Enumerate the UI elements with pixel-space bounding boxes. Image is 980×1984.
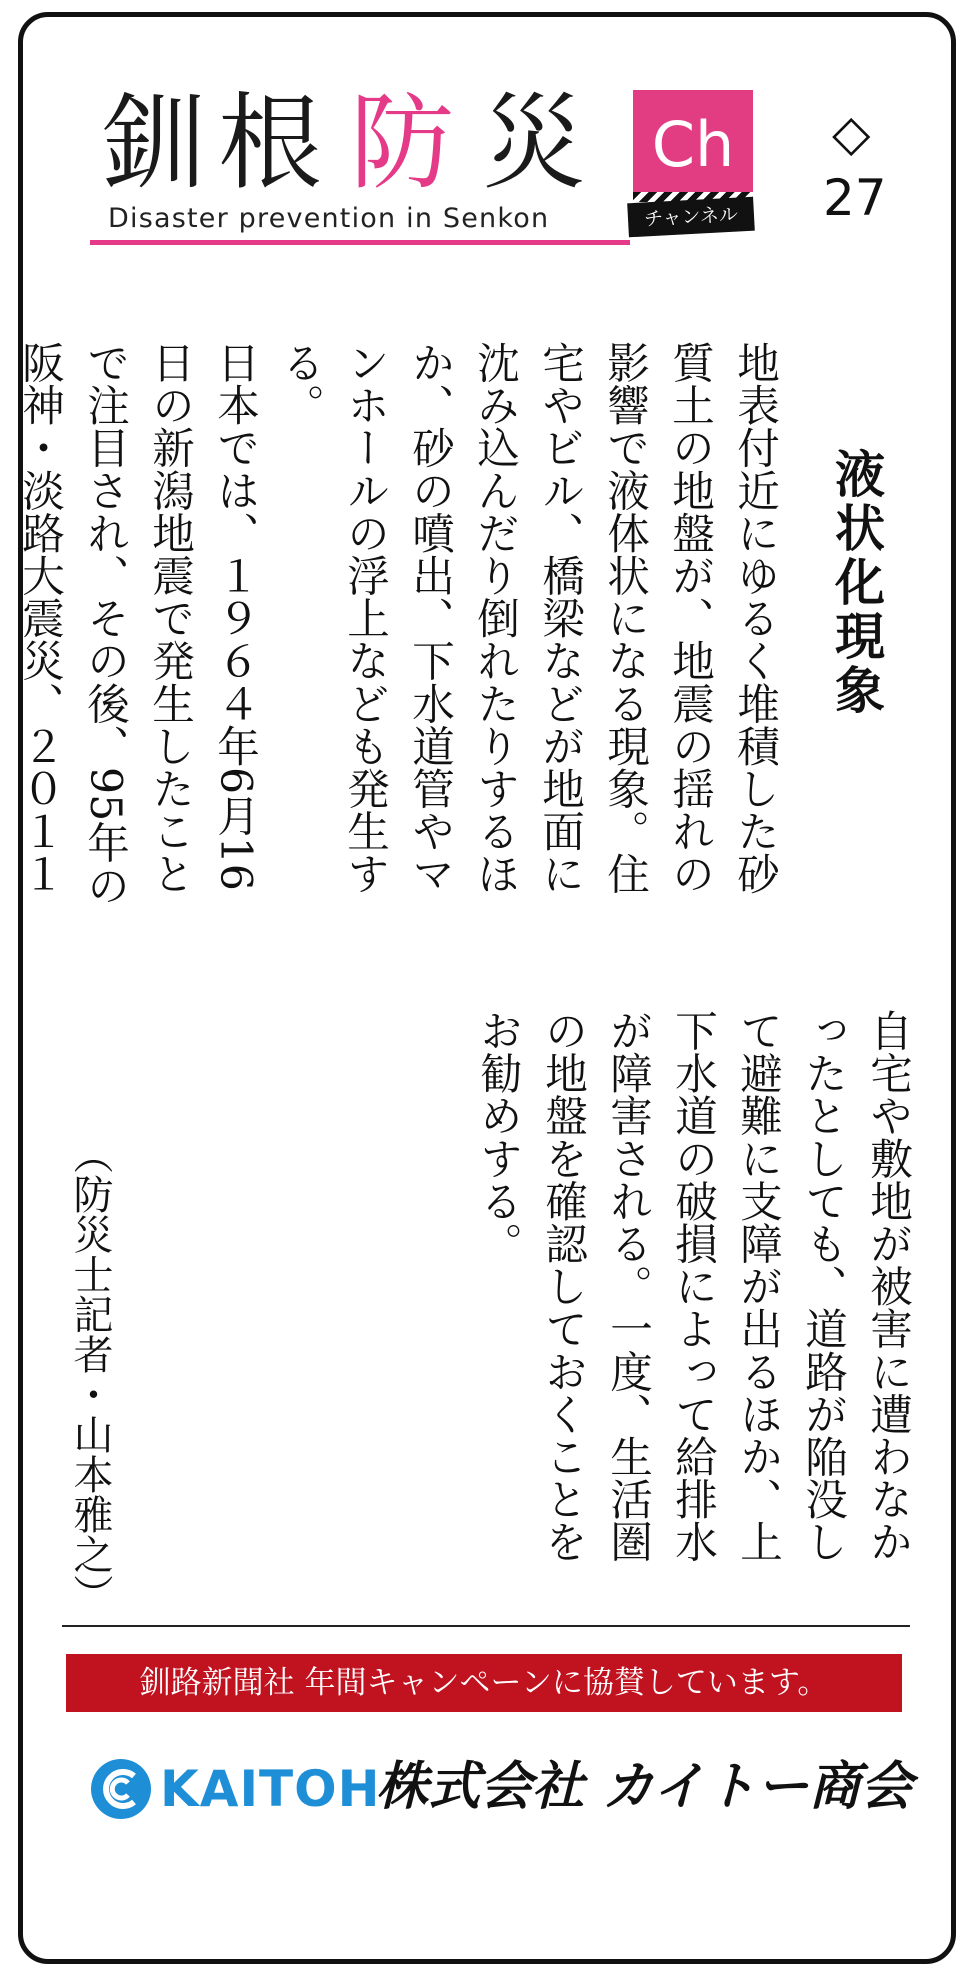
logo-char-sai: 災	[482, 82, 587, 204]
kaitoh-logo-icon	[90, 1758, 152, 1820]
article-body-lower	[124, 966, 920, 1586]
paragraph-advice: 自宅や敷地が被害に遭わなかったとしても、道路が陥没して避難に支障が出るほか、上下水道の破損によって給排水が障害される。一度、生活圏の地盤を確認しておくことをお勧めする。	[473, 1008, 913, 1563]
issue-number: 27	[823, 169, 887, 227]
logo-char-bou: 防	[350, 82, 455, 204]
logo-subtitle: Disaster prevention in Senkon	[108, 203, 550, 234]
article-body-upper	[15, 298, 787, 918]
byline: （防災士記者・山本雅之）	[67, 1134, 113, 1614]
paragraph-history: 日本では、１９６４年6月16日の新潟地震で発生したことで注目され、その後、95年の阪神・淡路大震災、２０１１	[15, 340, 260, 906]
logo-channel-label: チャンネル	[627, 197, 755, 238]
logo-char-ne: 根	[218, 82, 323, 204]
logo-char-kushiro: 釧	[102, 82, 207, 204]
footer-divider	[62, 1625, 910, 1627]
sponsor-banner: 釧路新聞社 年間キャンペーンに協賛しています。	[66, 1654, 902, 1712]
brand-wordmark: KAITOH	[160, 1760, 381, 1818]
logo-ch-badge: Ch	[633, 90, 753, 200]
paragraph-definition: 地表付近にゆるく堆積した砂質土の地盤が、地震の揺れの影響で液体状になる現象。住宅やビル、橋梁などが地面に沈み込んだり倒れたりするほか、砂の噴出、下水道管やマンホールの浮上なども発生する。	[275, 340, 780, 895]
company-name: 株式会社 カイトー商会	[376, 1757, 913, 1817]
article-title: 液状化現象	[827, 448, 886, 718]
issue-diamond-icon: ◇	[832, 104, 871, 162]
logo-underline	[90, 240, 630, 245]
